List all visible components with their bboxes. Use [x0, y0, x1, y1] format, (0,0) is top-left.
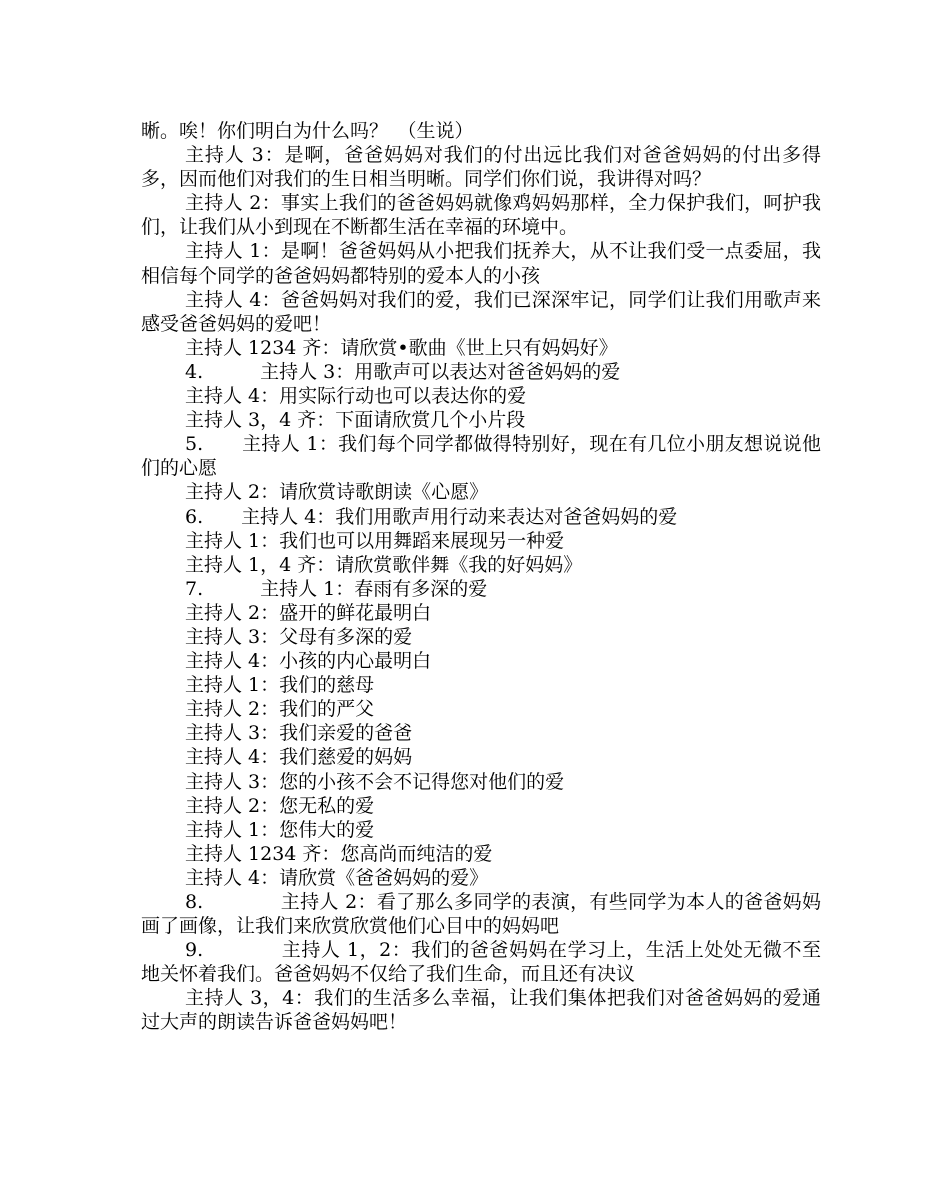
paragraph: 主持人 2：事实上我们的爸爸妈妈就像鸡妈妈那样，全力保护我们，呵护我们，让我们从小到现在不断都生活在幸福的环境中。 [141, 192, 821, 239]
paragraph: 主持人 1：是啊！爸爸妈妈从小把我们抚养大，从不让我们受一点委屈，我相信每个同学的爸爸妈妈都特别的爱本人的小孩 [141, 240, 821, 287]
paragraph: 7. 主持人 1：春雨有多深的爱 [185, 577, 488, 600]
paragraph: 主持人 4：小孩的内心最明白 [185, 650, 432, 673]
paragraph: 主持人 3，4 齐：下面请欣赏几个小片段 [185, 409, 526, 432]
paragraph: 主持人 4：爸爸妈妈对我们的爱，我们已深深牢记，同学们让我们用歌声来感受爸爸妈妈的爱吧！ [141, 288, 821, 335]
paragraph: 4. 主持人 3：用歌声可以表达对爸爸妈妈的爱 [185, 360, 621, 383]
paragraph: 主持人 3：您的小孩不会不记得您对他们的爱 [185, 770, 565, 793]
paragraph: 主持人 4：用实际行动也可以表达你的爱 [185, 385, 527, 408]
paragraph: 主持人 3：父母有多深的爱 [185, 625, 413, 648]
document-body [141, 119, 821, 1035]
paragraph: 6. 主持人 4：我们用歌声用行动来表达对爸爸妈妈的爱 [185, 505, 678, 528]
paragraph: 8. 主持人 2：看了那么多同学的表演，有些同学为本人的爸爸妈妈画了画像，让我们来欣赏欣赏他们心目中的妈妈吧 [141, 891, 821, 938]
paragraph: 主持人 3，4：我们的生活多么幸福，让我们集体把我们对爸爸妈妈的爱通过大声的朗读告诉爸爸妈妈吧！ [141, 987, 821, 1034]
paragraph: 主持人 2：请欣赏诗歌朗读《心愿》 [185, 481, 489, 504]
paragraph: 9. 主持人 1，2：我们的爸爸妈妈在学习上，生活上处处无微不至地关怀着我们。爸爸妈妈不仅给了我们生命，而且还有决议 [141, 939, 821, 986]
paragraph: 主持人 4：我们慈爱的妈妈 [185, 746, 413, 769]
paragraph: 主持人 1，4 齐：请欣赏歌伴舞《我的好妈妈》 [185, 553, 583, 576]
paragraph: 主持人 1：您伟大的爱 [185, 818, 375, 841]
paragraph: 主持人 4：请欣赏《爸爸妈妈的爱》 [185, 866, 489, 889]
paragraph: 主持人 2：我们的严父 [185, 698, 375, 721]
paragraph: 主持人 3：是啊，爸爸妈妈对我们的付出远比我们对爸爸妈妈的付出多得多，因而他们对我们的生日相当明晰。同学们你们说，我讲得对吗？ [141, 144, 821, 191]
paragraph: 主持人 1234 齐：您高尚而纯洁的爱 [185, 842, 493, 865]
paragraph: 主持人 1：我们也可以用舞蹈来展现另一种爱 [185, 529, 565, 552]
paragraph: 主持人 3：我们亲爱的爸爸 [185, 722, 413, 745]
paragraph: 5. 主持人 1：我们每个同学都做得特别好，现在有几位小朋友想说说他们的心愿 [141, 433, 821, 480]
paragraph: 主持人 2：您无私的爱 [185, 794, 375, 817]
paragraph: 主持人 1：我们的慈母 [185, 674, 375, 697]
paragraph: 主持人 1234 齐：请欣赏•歌曲《世上只有妈妈好》 [185, 336, 618, 359]
paragraph: 晰。唉！你们明白为什么吗？ （生说） [141, 120, 474, 142]
paragraph: 主持人 2：盛开的鲜花最明白 [185, 601, 432, 624]
